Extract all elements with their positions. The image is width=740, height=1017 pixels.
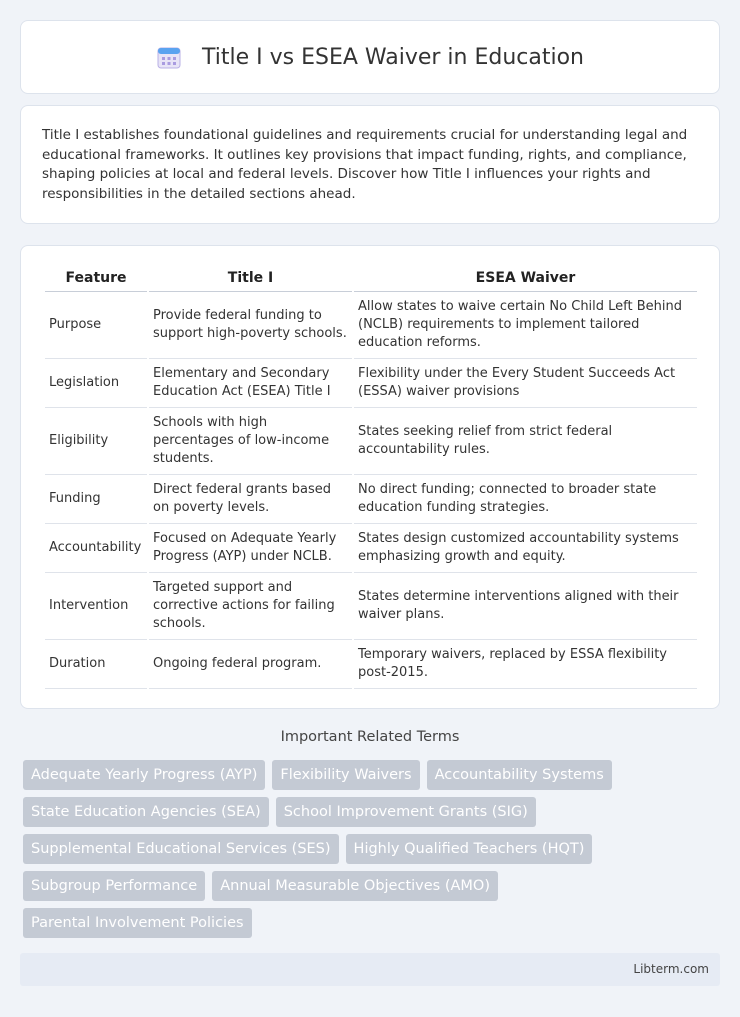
related-term-tag[interactable]: Parental Involvement Policies xyxy=(23,908,252,938)
table-header-row xyxy=(45,264,697,292)
comparison-card xyxy=(20,245,720,709)
table-cell: States determine interventions aligned with their waiver plans. xyxy=(354,573,697,640)
intro-card xyxy=(20,105,720,224)
table-row xyxy=(45,475,697,524)
column-header-esea-waiver: ESEA Waiver xyxy=(354,264,697,292)
table-row xyxy=(45,640,697,689)
table-cell: Legislation xyxy=(45,359,147,408)
calendar-icon xyxy=(156,44,182,70)
related-terms-title: Important Related Terms xyxy=(280,729,460,745)
intro-text: Title I establishes foundational guidelines and requirements crucial for understanding legal and educational frameworks. It outlines key provisions that impact funding, rights, and compliance, shaping policies at local and federal levels. Discover how Title I influences your rights and responsibilities in the detailed sections ahead. xyxy=(42,127,688,202)
table-cell: Ongoing federal program. xyxy=(149,640,352,689)
column-header-title-i: Title I xyxy=(149,264,352,292)
table-cell: Temporary waivers, replaced by ESSA flexibility post-2015. xyxy=(354,640,697,689)
table-cell: Provide federal funding to support high-poverty schools. xyxy=(149,292,352,359)
related-term-tag[interactable]: Subgroup Performance xyxy=(23,871,205,901)
table-row xyxy=(45,573,697,640)
related-term-tag[interactable]: Flexibility Waivers xyxy=(272,760,419,790)
table-cell: Targeted support and corrective actions for failing schools. xyxy=(149,573,352,640)
table-cell: Schools with high percentages of low-income students. xyxy=(149,408,352,475)
page-title: Title I vs ESEA Waiver in Education xyxy=(201,44,584,70)
table-cell: States design customized accountability systems emphasizing growth and equity. xyxy=(354,524,697,573)
page-header xyxy=(20,20,720,94)
table-cell: Duration xyxy=(45,640,147,689)
related-term-tag[interactable]: School Improvement Grants (SIG) xyxy=(276,797,536,827)
table-cell: Funding xyxy=(45,475,147,524)
footer-site-link[interactable]: Libterm.com xyxy=(633,962,709,976)
table-row xyxy=(45,524,697,573)
comparison-table xyxy=(43,264,699,689)
table-cell: Flexibility under the Every Student Succeeds Act (ESSA) waiver provisions xyxy=(354,359,697,408)
table-cell: Eligibility xyxy=(45,408,147,475)
related-term-tag[interactable]: Supplemental Educational Services (SES) xyxy=(23,834,339,864)
table-cell: Purpose xyxy=(45,292,147,359)
table-cell: Focused on Adequate Yearly Progress (AYP) under NCLB. xyxy=(149,524,352,573)
related-term-tag[interactable]: Accountability Systems xyxy=(427,760,612,790)
related-terms-list xyxy=(23,760,723,938)
column-header-feature: Feature xyxy=(45,264,147,292)
table-row xyxy=(45,408,697,475)
table-cell: Intervention xyxy=(45,573,147,640)
table-cell: Accountability xyxy=(45,524,147,573)
table-cell: Allow states to waive certain No Child Left Behind (NCLB) requirements to implement tailored education reforms. xyxy=(354,292,697,359)
related-term-tag[interactable]: Adequate Yearly Progress (AYP) xyxy=(23,760,265,790)
related-term-tag[interactable]: Annual Measurable Objectives (AMO) xyxy=(212,871,498,901)
related-term-tag[interactable]: State Education Agencies (SEA) xyxy=(23,797,269,827)
page-footer xyxy=(20,953,720,986)
table-cell: No direct funding; connected to broader state education funding strategies. xyxy=(354,475,697,524)
related-term-tag[interactable]: Highly Qualified Teachers (HQT) xyxy=(346,834,593,864)
table-cell: States seeking relief from strict federal accountability rules. xyxy=(354,408,697,475)
table-cell: Direct federal grants based on poverty levels. xyxy=(149,475,352,524)
table-cell: Elementary and Secondary Education Act (ESEA) Title I xyxy=(149,359,352,408)
table-row xyxy=(45,359,697,408)
table-row xyxy=(45,292,697,359)
